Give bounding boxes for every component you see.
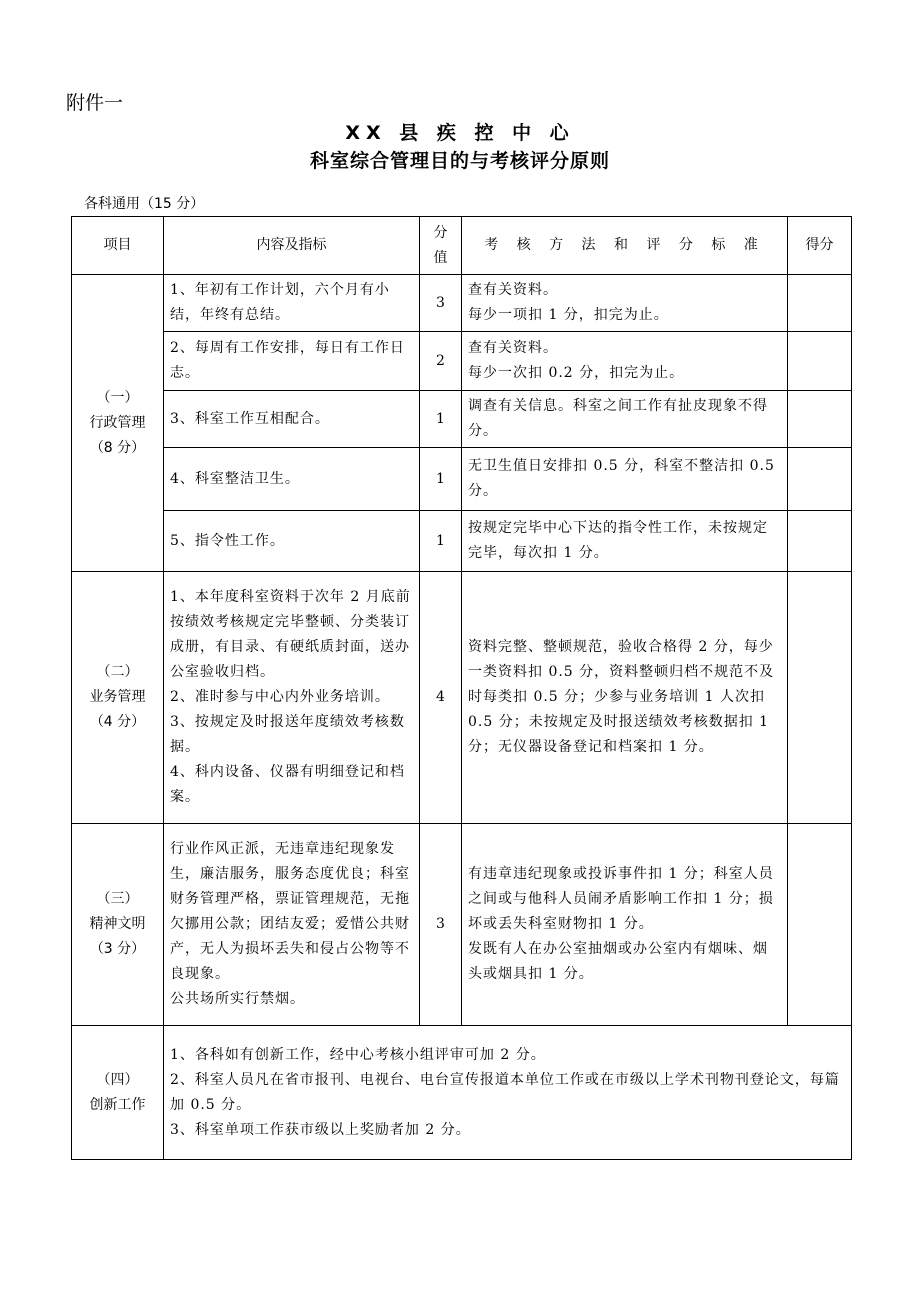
method-cell: 无卫生值日安排扣 0.5 分，科室不整洁扣 0.5 分。 — [462, 448, 788, 511]
score-cell: 3 — [420, 824, 462, 1026]
method-line: 每少一次扣 0.2 分，扣完为止。 — [468, 365, 685, 381]
header-score-line2: 值 — [433, 249, 448, 266]
category-name: 精神文明 — [89, 916, 146, 932]
section-label: 各科通用（15 分） — [84, 196, 205, 212]
method-cell — [462, 332, 788, 391]
content-item: 公共场所实行禁烟。 — [170, 991, 305, 1007]
category-points: （3 分） — [89, 941, 146, 957]
header-score-line1: 分 — [433, 224, 448, 241]
score-cell: 2 — [420, 332, 462, 391]
table-row — [72, 448, 852, 511]
header-score — [420, 217, 462, 275]
content-cell: 1、年初有工作计划，六个月有小结，年终有总结。 — [164, 275, 420, 332]
content-item: 行业作风正派，无违章违纪现象发生，廉洁服务，服务态度优良；科室财务管理严格，票证管理规范，无拖欠挪用公款；团结友爱；爱惜公共财产，无人为损坏丢失和侵占公物等不良现象。 — [170, 841, 410, 982]
category-number: （一） — [96, 389, 139, 406]
header-row — [72, 217, 852, 275]
innovation-item: 3、科室单项工作获市级以上奖励者加 2 分。 — [170, 1121, 471, 1138]
obtained-cell[interactable] — [788, 332, 852, 391]
header-content: 内容及指标 — [164, 217, 420, 275]
content-cell: 4、科室整洁卫生。 — [164, 448, 420, 511]
method-line: 发既有人在办公室抽烟或办公室内有烟味、烟头或烟具扣 1 分。 — [468, 941, 768, 982]
content-cell: 3、科室工作互相配合。 — [164, 391, 420, 448]
innovation-item: 1、各科如有创新工作，经中心考核小组评审可加 2 分。 — [170, 1046, 546, 1063]
category-name: 行政管理 — [89, 414, 146, 431]
content-item: 2、准时参与中心内外业务培训。 — [170, 689, 390, 705]
table-row — [72, 332, 852, 391]
table-row — [72, 511, 852, 572]
table-row — [72, 275, 852, 332]
method-line: 每少一项扣 1 分，扣完为止。 — [468, 307, 669, 323]
score-cell: 3 — [420, 275, 462, 332]
content-item: 1、本年度科室资料于次年 2 月底前按绩效考核规定完毕整顿、分类装订成册，有目录、有硬纸质封面，送办公室验收归档。 — [170, 589, 411, 680]
method-line: 查有关资料。 — [468, 282, 558, 298]
category-name: 创新工作 — [89, 1096, 146, 1113]
method-cell — [462, 275, 788, 332]
content-cell: 2、每周有工作安排，每日有工作日志。 — [164, 332, 420, 391]
header-project: 项目 — [72, 217, 164, 275]
document-title-org: XX 县 疾 控 中 心 — [345, 122, 575, 144]
assessment-table — [71, 216, 852, 1160]
header-obtained: 得分 — [788, 217, 852, 275]
innovation-item: 2、科室人员凡在省市报刊、电视台、电台宣传报道本单位工作或在市级以上学术刊物刊登论文，每篇加 0.5 分。 — [170, 1071, 840, 1113]
innovation-content — [164, 1026, 852, 1160]
score-cell: 1 — [420, 391, 462, 448]
method-cell — [462, 824, 788, 1026]
obtained-cell[interactable] — [788, 511, 852, 572]
obtained-cell[interactable] — [788, 824, 852, 1026]
category-innovation — [72, 1026, 164, 1160]
category-admin — [72, 275, 164, 572]
obtained-cell[interactable] — [788, 275, 852, 332]
category-spirit — [72, 824, 164, 1026]
content-item: 4、科内设备、仪器有明细登记和档案。 — [170, 764, 405, 805]
method-cell: 按规定完毕中心下达的指令性工作，未按规定完毕，每次扣 1 分。 — [462, 511, 788, 572]
category-points: （8 分） — [89, 439, 146, 456]
content-cell — [164, 572, 420, 824]
content-cell: 5、指令性工作。 — [164, 511, 420, 572]
table-row — [72, 572, 852, 824]
method-line: 有违章违纪现象或投诉事件扣 1 分；科室人员之间或与他科人员闹矛盾影响工作扣 1 分；损坏或丢失科室财物扣 1 分。 — [468, 866, 774, 932]
category-points: （4 分） — [89, 714, 146, 730]
table-row — [72, 391, 852, 448]
category-number: （四） — [96, 1071, 139, 1088]
method-cell: 资料完整、整顿规范，验收合格得 2 分，每少一类资料扣 0.5 分，资料整顿归档不规范不及时每类扣 0.5 分；少参与业务培训 1 人次扣 0.5 分；未按规定及时报送绩效考核数据扣 1 分；无仪器设备登记和档案扣 1 分。 — [462, 572, 788, 824]
obtained-cell[interactable] — [788, 572, 852, 824]
score-cell: 4 — [420, 572, 462, 824]
table-row — [72, 824, 852, 1026]
score-cell: 1 — [420, 448, 462, 511]
header-method: 考 核 方 法 和 评 分 标 准 — [462, 217, 788, 275]
category-name: 业务管理 — [89, 689, 146, 705]
category-number: （三） — [96, 891, 139, 907]
obtained-cell[interactable] — [788, 448, 852, 511]
method-line: 查有关资料。 — [468, 340, 558, 356]
content-cell — [164, 824, 420, 1026]
table-row — [72, 1026, 852, 1160]
category-business — [72, 572, 164, 824]
category-number: （二） — [96, 664, 139, 680]
document-title: 科室综合管理目的与考核评分原则 — [309, 150, 610, 172]
attachment-label: 附件一 — [66, 92, 124, 114]
obtained-cell[interactable] — [788, 391, 852, 448]
content-item: 3、按规定及时报送年度绩效考核数据。 — [170, 714, 405, 755]
method-cell: 调查有关信息。科室之间工作有扯皮现象不得分。 — [462, 391, 788, 448]
score-cell: 1 — [420, 511, 462, 572]
